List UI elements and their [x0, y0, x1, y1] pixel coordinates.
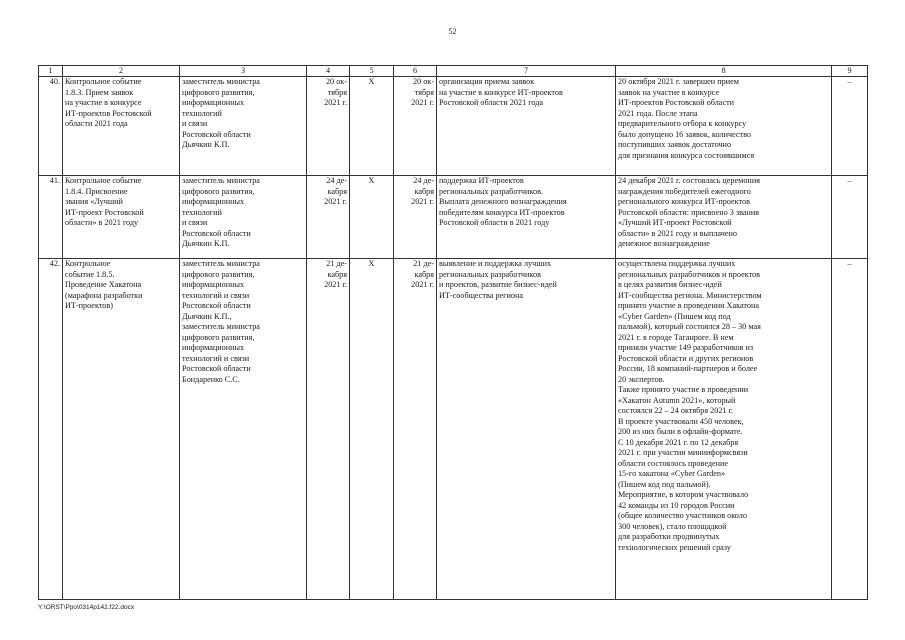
actual-date: 20 ок- тября 2021 г. [394, 77, 437, 176]
implementation-info: 20 октября 2021 г. завершен прием заявок на участие в конкурсе ИТ-проектов Ростовской области 2021 года. После этапа предварительного отбора к конкурсу было допущено 16 заявок, количество поступивших заявок достаточно для признания конкурса состоявшимся [616, 77, 832, 176]
responsible-person: заместитель министра цифрового развития, информационных технологий и связи Ростовской области Дьячкин К.П., заместитель министра цифрового развития, информационных технологий и связи Ростовской области Бондаренко С.С. [180, 259, 307, 600]
col5-mark: Х [350, 176, 394, 259]
row-number: 41. [39, 176, 63, 259]
col9-mark: – [832, 77, 868, 176]
expected-result: поддержка ИТ-проектов региональных разработчиков. Выплата денежного вознаграждения победителям конкурса ИТ-проектов Ростовской области в 2021 году [437, 176, 616, 259]
column-header: 9 [832, 66, 868, 77]
col5-mark: Х [350, 259, 394, 600]
column-header: 1 [39, 66, 63, 77]
responsible-person: заместитель министра цифрового развития, информационных технологий и связи Ростовской области Дьячкин К.П. [180, 77, 307, 176]
planned-date: 20 ок- тября 2021 г. [307, 77, 350, 176]
row-number: 42. [39, 259, 63, 600]
responsible-person: заместитель министра цифрового развития, информационных технологий и связи Ростовской области Дьячкин К.П. [180, 176, 307, 259]
document-file-path: Y:\ORST\Ppo\0314p142.f22.docx [38, 604, 135, 611]
column-header: 8 [616, 66, 832, 77]
column-header: 2 [63, 66, 180, 77]
column-header: 4 [307, 66, 350, 77]
column-header: 7 [437, 66, 616, 77]
control-event: Контрольное событие 1.8.3. Прием заявок на участие в конкурсе ИТ-проектов Ростовской области 2021 года [63, 77, 180, 176]
column-header: 6 [394, 66, 437, 77]
actual-date: 24 де- кабря 2021 г. [394, 176, 437, 259]
report-table [38, 65, 868, 600]
control-event: Контрольное событие 1.8.5. Проведение Хакатона (марафона разработки ИТ-проектов) [63, 259, 180, 600]
table-row [39, 259, 868, 600]
row-number: 40. [39, 77, 63, 176]
table-row [39, 176, 868, 259]
implementation-info: осуществлена поддержка лучших региональных разработчиков и проектов в целях развития бизнес-идей ИТ-сообщества региона. Министерством принято участие в проведении Хакатона «Cyber Garden» (Пишем код под пальмой), который состоялся 28 – 30 мая 2021 г. в городе Таганроге. В нем приняли участие 149 разработчиков из Ростовской области и других регионов России, 18 компаний-партнеров и более 20 экспертов. Также принято участие в проведении «Хакатон Autumn 2021», который состоялся 22 – 24 октября 2021 г. В проекте участвовали 450 человек, 200 из них были в офлайн-формате. С 10 декабря 2021 г. по 12 декабря 2021 г. при участии минииформсвязи области состоялось проведение 15-го хакатона «Cyber Garden» (Пишем код под пальмой). Мероприятие, в котором участвовало 42 команды из 10 городов России (общее количество участников около 300 человек), стало площадкой для разработки продвинутых технологических решений сразу [616, 259, 832, 600]
page-number: 52 [448, 27, 457, 36]
column-header: 5 [350, 66, 394, 77]
col5-mark: Х [350, 77, 394, 176]
implementation-info: 24 декабря 2021 г. состоялась церемония награждения победителей ежегодного регионального конкурса ИТ-проектов Ростовской области: присвоено 3 звания «Лучший ИТ-проект Ростовской области» в 2021 году и выплачено денежное вознаграждение [616, 176, 832, 259]
expected-result: выявление и поддержка лучших региональных разработчиков и проектов, развитие бизнес-идей ИТ-сообщества региона [437, 259, 616, 600]
column-header: 3 [180, 66, 307, 77]
planned-date: 21 де- кабря 2021 г. [307, 259, 350, 600]
expected-result: организация приема заявок на участие в конкурсе ИТ-проектов Ростовской области 2021 года [437, 77, 616, 176]
table-header-row [39, 66, 868, 77]
col9-mark: – [832, 259, 868, 600]
actual-date: 21 де- кабря 2021 г. [394, 259, 437, 600]
control-event: Контрольное событие 1.8.4. Присвоение звания «Лучший ИТ-проект Ростовской области» в 2021 году [63, 176, 180, 259]
table-row [39, 77, 868, 176]
planned-date: 24 де- кабря 2021 г. [307, 176, 350, 259]
col9-mark: – [832, 176, 868, 259]
